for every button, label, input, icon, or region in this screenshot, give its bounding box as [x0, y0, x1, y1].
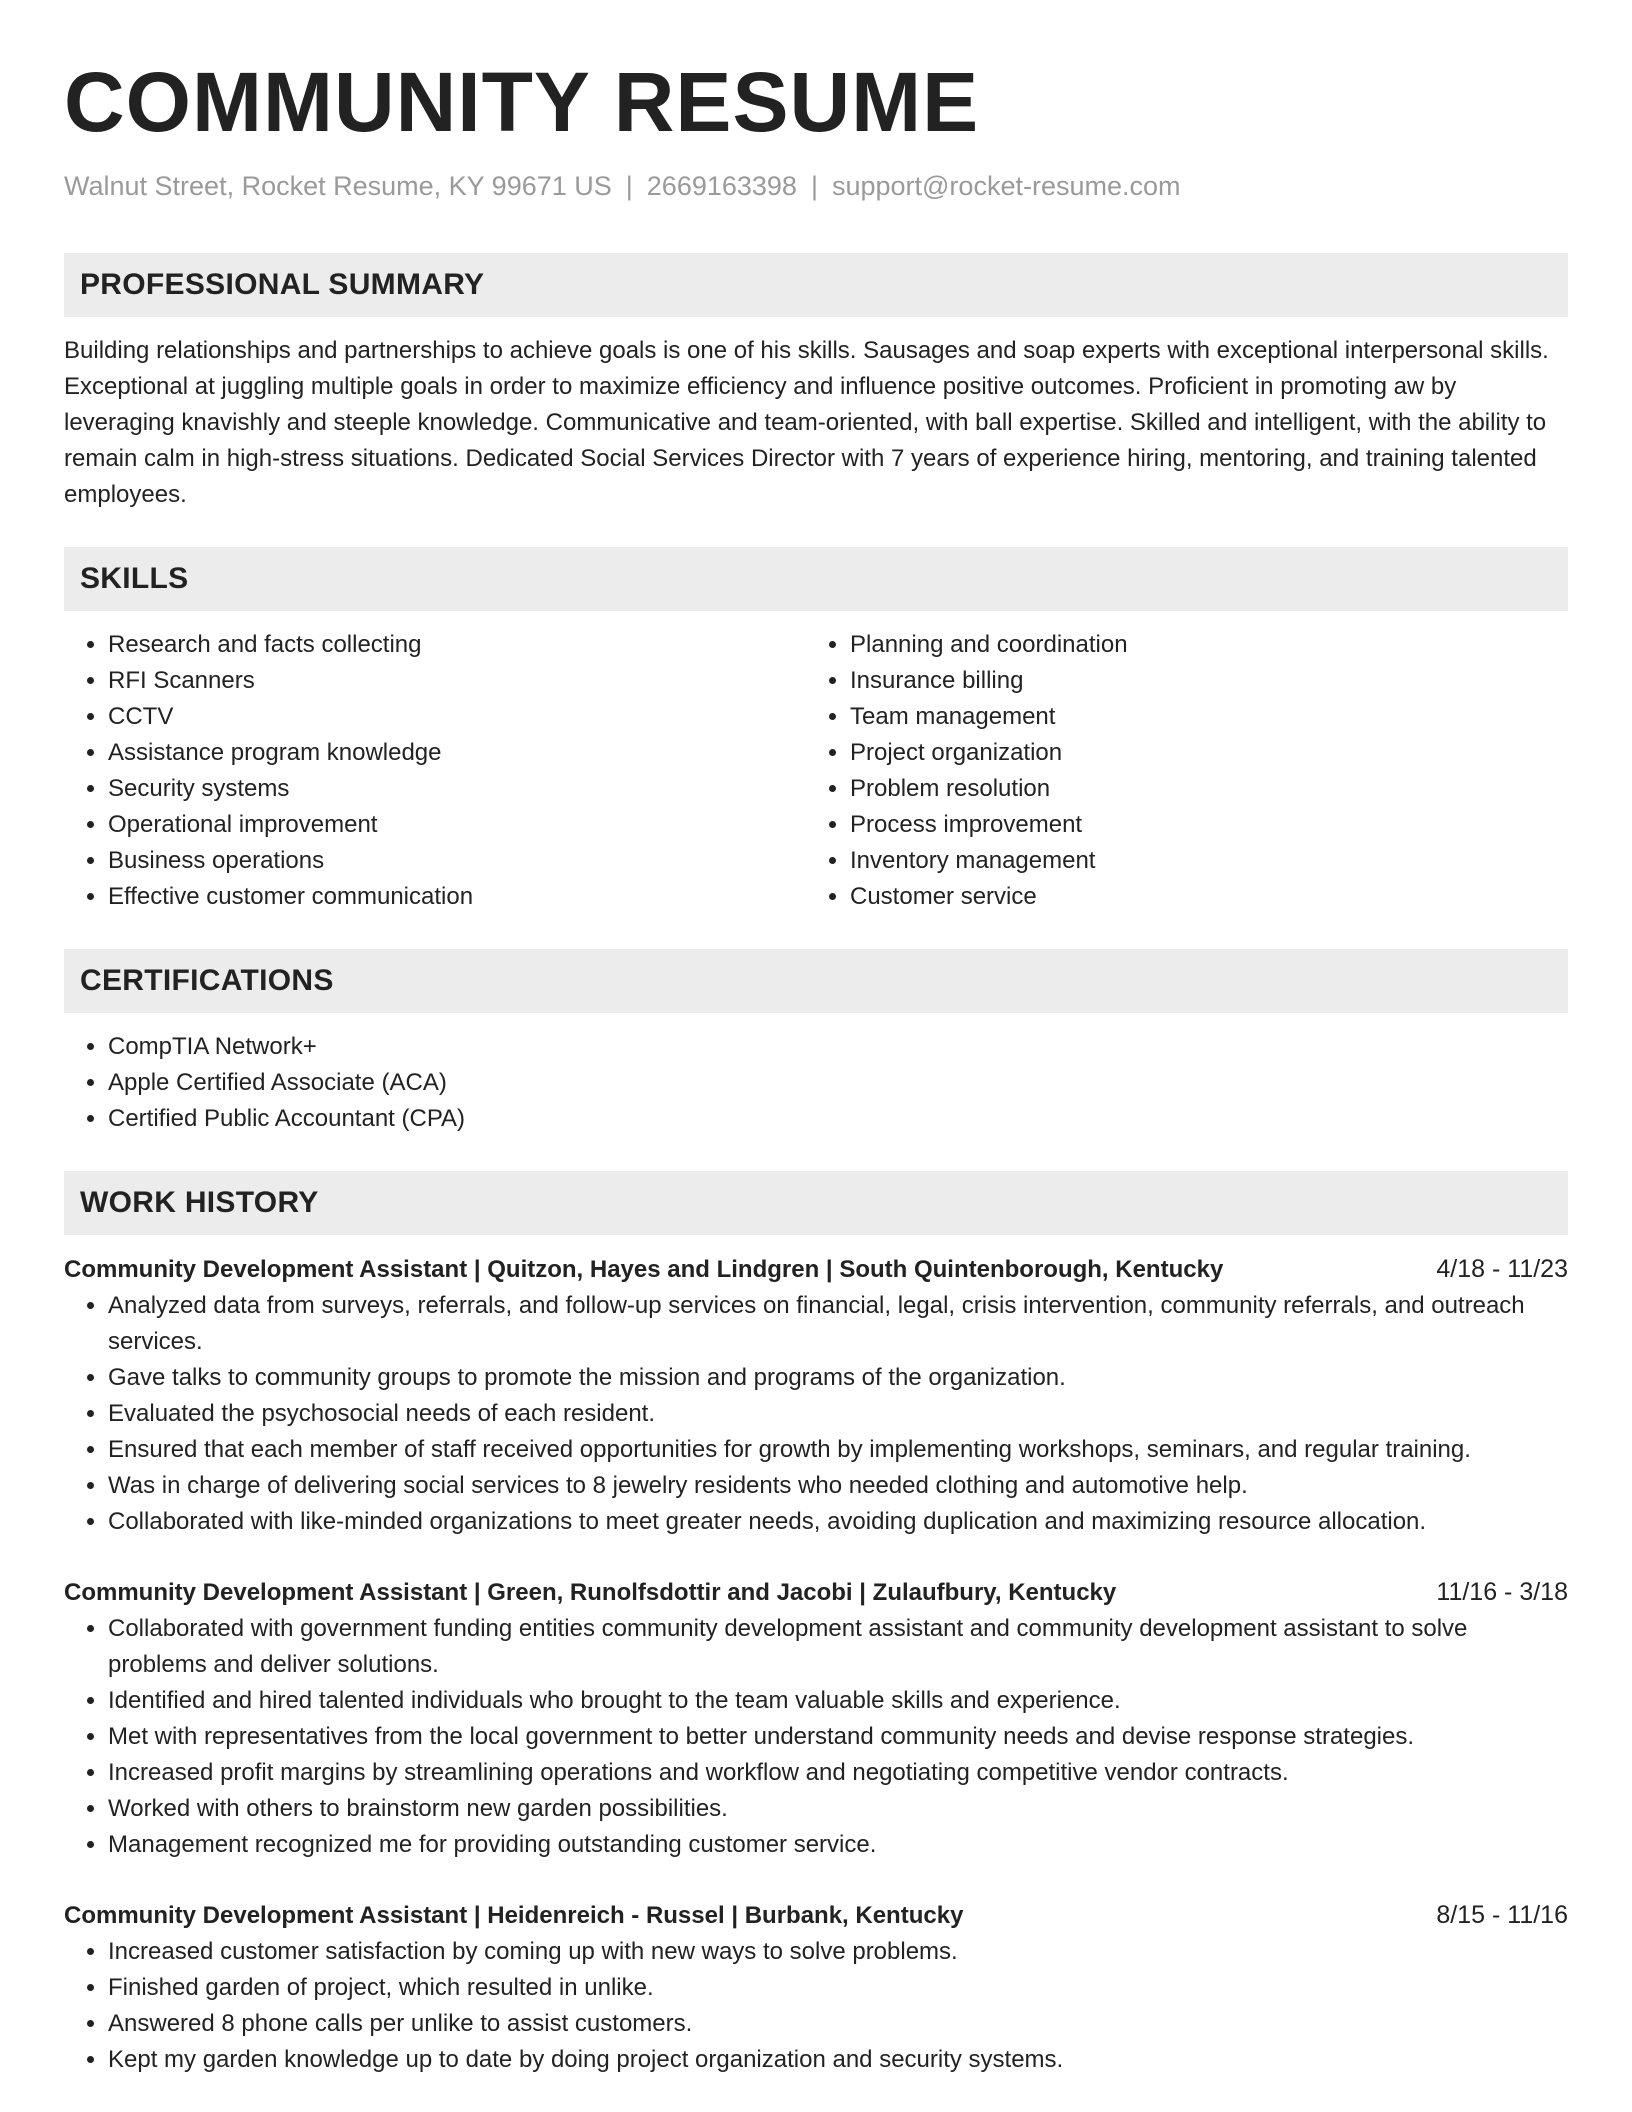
certification-item: • Apple Certified Associate (ACA) [108, 1065, 1568, 1101]
work-history-heading: WORK HISTORY [64, 1171, 1568, 1235]
job-header [64, 1897, 1568, 1934]
certifications-heading: CERTIFICATIONS [64, 949, 1568, 1013]
job-bullet: • Ensured that each member of staff received opportunities for growth by implementing workshops, seminars, and regular training. [108, 1432, 1568, 1468]
job-bullets [64, 1934, 1568, 2078]
skill-item: • Team management [850, 699, 1548, 735]
job-dates: 4/18 - 11/23 [1436, 1254, 1568, 1283]
contact-phone: 2669163398 [646, 171, 797, 202]
skill-item: • Problem resolution [850, 771, 1548, 807]
skill-item: • Security systems [108, 771, 806, 807]
job-entry [64, 1251, 1568, 1540]
job-bullet: • Increased profit margins by streamlining operations and workflow and negotiating competitive vendor contracts. [108, 1755, 1568, 1791]
certification-item: • Certified Public Accountant (CPA) [108, 1101, 1568, 1137]
job-bullet: • Worked with others to brainstorm new garden possibilities. [108, 1791, 1568, 1827]
job-bullet: • Collaborated with government funding entities community development assistant and community development assistant to solve problems and deliver solutions. [108, 1611, 1568, 1683]
skill-item: • Insurance billing [850, 663, 1548, 699]
skills-heading: SKILLS [64, 547, 1568, 611]
contact-email[interactable]: support@rocket-resume.com [831, 171, 1181, 202]
summary-heading: PROFESSIONAL SUMMARY [64, 253, 1568, 317]
skill-item: • Effective customer communication [108, 879, 806, 915]
contact-separator: | [810, 171, 818, 202]
contact-line [64, 170, 1568, 202]
job-bullet: • Gave talks to community groups to promote the mission and programs of the organization. [108, 1360, 1568, 1396]
skill-item: • CCTV [108, 699, 806, 735]
contact-address: Walnut Street, Rocket Resume, KY 99671 US [64, 171, 612, 202]
job-bullet: • Answered 8 phone calls per unlike to assist customers. [108, 2006, 1568, 2042]
job-bullet: • Met with representatives from the local government to better understand community needs and devise response strategies. [108, 1719, 1568, 1755]
skill-item: • Business operations [108, 843, 806, 879]
job-title: Community Development Assistant | Quitzon, Hayes and Lindgren | South Quintenborough, Kentucky [64, 1255, 1224, 1283]
job-bullet: • Evaluated the psychosocial needs of each resident. [108, 1396, 1568, 1432]
job-header [64, 1251, 1568, 1288]
skills-column-right [806, 627, 1548, 915]
job-entry [64, 1897, 1568, 2078]
job-dates: 8/15 - 11/16 [1436, 1900, 1568, 1929]
job-entry [64, 1574, 1568, 1863]
candidate-name: COMMUNITY RESUME [64, 55, 980, 149]
skill-item: • RFI Scanners [108, 663, 806, 699]
skill-item: • Inventory management [850, 843, 1548, 879]
skill-item: • Planning and coordination [850, 627, 1548, 663]
skill-item: • Assistance program knowledge [108, 735, 806, 771]
skill-item: • Customer service [850, 879, 1548, 915]
skills-list-right [806, 627, 1548, 915]
job-dates: 11/16 - 3/18 [1436, 1577, 1568, 1606]
job-bullets [64, 1611, 1568, 1863]
skills-column-left [64, 627, 806, 915]
skill-item: • Operational improvement [108, 807, 806, 843]
skill-item: • Project organization [850, 735, 1548, 771]
certification-item: • CompTIA Network+ [108, 1029, 1568, 1065]
summary-text: Building relationships and partnerships to achieve goals is one of his skills. Sausages and soap experts with exceptional interpersonal skills. Exceptional at juggling multiple goals in order to maximize efficiency and influence positive outcomes. Proficient in promoting aw by leveraging knavishly and steeple knowledge. Communicative and team-oriented, with ball expertise. Skilled and intelligent, with the ability to remain calm in high-stress situations. Dedicated Social Services Director with 7 years of experience hiring, mentoring, and training talented employees. [64, 336, 1549, 508]
job-bullet: • Analyzed data from surveys, referrals, and follow-up services on financial, legal, crisis intervention, community referrals, and outreach services. [108, 1288, 1568, 1360]
job-bullet: • Was in charge of delivering social services to 8 jewelry residents who needed clothing and automotive help. [108, 1468, 1568, 1504]
skills-grid [64, 627, 1568, 915]
job-bullet: • Management recognized me for providing outstanding customer service. [108, 1827, 1568, 1863]
skills-list-left [64, 627, 806, 915]
job-title: Community Development Assistant | Heidenreich - Russel | Burbank, Kentucky [64, 1901, 964, 1929]
skill-item: • Research and facts collecting [108, 627, 806, 663]
job-bullets [64, 1288, 1568, 1540]
job-bullet: • Kept my garden knowledge up to date by doing project organization and security systems. [108, 2042, 1568, 2078]
job-bullet: • Finished garden of project, which resulted in unlike. [108, 1970, 1568, 2006]
job-header [64, 1574, 1568, 1611]
job-bullet: • Identified and hired talented individuals who brought to the team valuable skills and experience. [108, 1683, 1568, 1719]
certifications-list [64, 1029, 1568, 1137]
skill-item: • Process improvement [850, 807, 1548, 843]
job-title: Community Development Assistant | Green, Runolfsdottir and Jacobi | Zulaufbury, Kentucky [64, 1578, 1117, 1606]
job-bullet: • Increased customer satisfaction by coming up with new ways to solve problems. [108, 1934, 1568, 1970]
job-bullet: • Collaborated with like-minded organizations to meet greater needs, avoiding duplication and maximizing resource allocation. [108, 1504, 1568, 1540]
contact-separator: | [625, 171, 633, 202]
